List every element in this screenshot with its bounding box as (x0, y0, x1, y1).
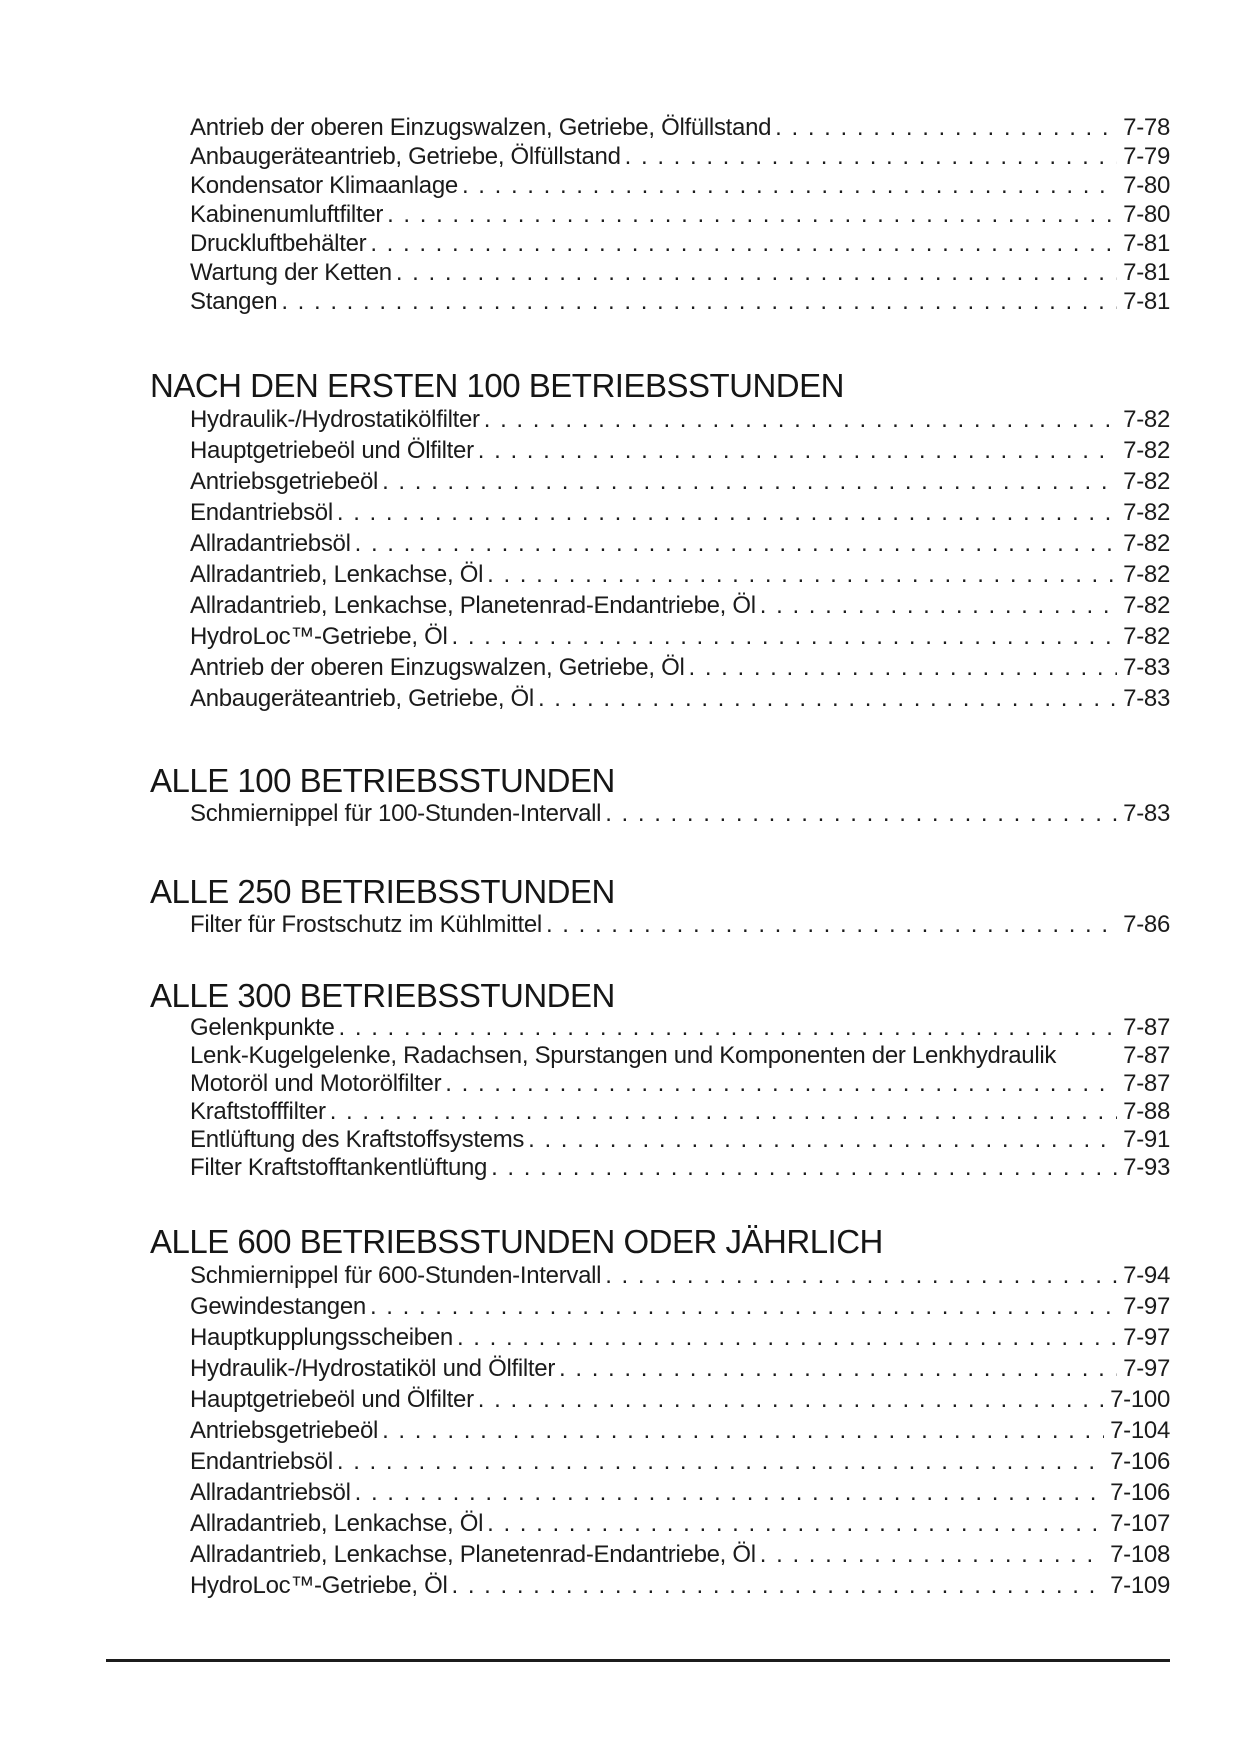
toc-section-heading: NACH DEN ERSTEN 100 BETRIEBSSTUNDEN (150, 367, 844, 404)
toc-entry-title: Lenk-Kugelgelenke, Radachsen, Spurstangen und Komponenten der Lenkhydraulik (190, 1042, 1057, 1069)
toc-entry-page: 7-82 (1123, 561, 1170, 588)
toc-entry-page: 7-106 (1110, 1448, 1170, 1475)
toc-dot-leader (760, 1539, 1104, 1570)
toc-dot-leader (382, 1415, 1104, 1446)
toc-entry (190, 1570, 1170, 1601)
toc-dot-leader (605, 799, 1117, 829)
toc-entry (190, 258, 1170, 287)
toc-dot-leader (355, 528, 1118, 559)
toc-entry-title: Kondensator Klimaanlage (190, 172, 458, 199)
toc-entry-title: Filter Kraftstofftankentlüftung (190, 1154, 488, 1181)
toc-entry (190, 142, 1170, 171)
toc-entry-title: Endantriebsöl (190, 499, 333, 526)
toc-entry-page: 7-82 (1123, 530, 1170, 557)
toc-section (150, 874, 1170, 940)
toc-entry-title: Allradantriebsöl (190, 1479, 351, 1506)
toc-entry (190, 113, 1170, 142)
toc-entry-title: Schmiernippel für 100-Stunden-Intervall (190, 800, 602, 827)
toc-entry (190, 1014, 1170, 1042)
toc-entry-list (150, 404, 1170, 714)
toc-entry-page: 7-83 (1123, 685, 1170, 712)
toc-entry-title: Kabinenumluftfilter (190, 201, 384, 228)
toc-entry (190, 683, 1170, 714)
toc-entry (190, 1070, 1170, 1098)
toc-dot-leader (396, 258, 1117, 287)
toc-dot-leader (452, 621, 1118, 652)
toc-dot-leader (478, 1384, 1104, 1415)
toc-entry-page: 7-91 (1123, 1126, 1170, 1153)
toc-entry-page: 7-78 (1123, 114, 1170, 141)
toc-entry (190, 652, 1170, 683)
toc-entry-list (150, 113, 1170, 316)
toc-entry-page: 7-97 (1123, 1324, 1170, 1351)
toc-entry (190, 1042, 1170, 1070)
toc-entry (190, 404, 1170, 435)
toc-dot-leader (528, 1126, 1117, 1154)
toc-entry-title: Antrieb der oberen Einzugswalzen, Getriebe, Öl (190, 654, 685, 681)
toc-entry-title: Anbaugeräteantrieb, Getriebe, Öl (190, 685, 534, 712)
toc-entry-title: Hydraulik-/Hydrostatikölfilter (190, 406, 480, 433)
toc-entry-title: Anbaugeräteantrieb, Getriebe, Ölfüllstand (190, 143, 621, 170)
toc-entry-title: Antriebsgetriebeöl (190, 1417, 379, 1444)
toc-dot-leader (491, 1154, 1117, 1182)
toc-entry (190, 1384, 1170, 1415)
toc-entry-page: 7-97 (1123, 1355, 1170, 1382)
toc-entry (190, 1291, 1170, 1322)
toc-entry (190, 435, 1170, 466)
toc-entry (190, 528, 1170, 559)
toc-entry-page: 7-86 (1123, 911, 1170, 938)
toc-entry-page: 7-97 (1123, 1293, 1170, 1320)
toc-entry-title: Hauptkupplungsscheiben (190, 1324, 453, 1351)
toc-entry-page: 7-87 (1123, 1014, 1170, 1041)
toc-section (150, 113, 1170, 316)
toc-section (150, 978, 1170, 1182)
toc-entry-title: Wartung der Ketten (190, 259, 392, 286)
toc-entry-page: 7-82 (1123, 406, 1170, 433)
toc-entry-title: Schmiernippel für 600-Stunden-Intervall (190, 1262, 602, 1289)
toc-entry-title: Allradantrieb, Lenkachse, Planetenrad-Endantriebe, Öl (190, 1541, 756, 1568)
toc-entry-page: 7-109 (1110, 1572, 1170, 1599)
toc-entry-page: 7-79 (1123, 143, 1170, 170)
toc-entry (190, 621, 1170, 652)
toc-entry-title: Motoröl und Motorölfilter (190, 1070, 442, 1097)
toc-entry (190, 1098, 1170, 1126)
toc-entry-page: 7-108 (1110, 1541, 1170, 1568)
footer-rule (106, 1659, 1170, 1662)
toc-entry (190, 229, 1170, 258)
toc-entry-page: 7-82 (1123, 623, 1170, 650)
toc-entry-title: Druckluftbehälter (190, 230, 367, 257)
toc-dot-leader (484, 404, 1117, 435)
toc-entry-page: 7-107 (1110, 1510, 1170, 1537)
toc-entry-title: Hauptgetriebeöl und Ölfilter (190, 437, 474, 464)
toc-entry-title: Antrieb der oberen Einzugswalzen, Getriebe, Ölfüllstand (190, 114, 772, 141)
toc-entry-list (150, 1260, 1170, 1601)
toc-entry (190, 590, 1170, 621)
toc-entry-page: 7-82 (1123, 499, 1170, 526)
toc-entry-list (150, 1014, 1170, 1182)
toc-dot-leader (688, 652, 1117, 683)
toc-dot-leader (487, 1508, 1104, 1539)
toc-entry (190, 287, 1170, 316)
toc-entry-title: Allradantrieb, Lenkachse, Planetenrad-Endantriebe, Öl (190, 592, 756, 619)
toc-entry-page: 7-83 (1123, 800, 1170, 827)
toc-entry-page: 7-80 (1123, 172, 1170, 199)
toc-entry-title: Filter für Frostschutz im Kühlmittel (190, 911, 542, 938)
toc-entry-page: 7-82 (1123, 437, 1170, 464)
toc-dot-leader (355, 1477, 1104, 1508)
toc-entry-page: 7-93 (1123, 1154, 1170, 1181)
toc-dot-leader (546, 910, 1117, 940)
toc-entry-page: 7-100 (1110, 1386, 1170, 1413)
toc-dot-leader (775, 113, 1117, 142)
toc-dot-leader (445, 1070, 1117, 1098)
toc-entry-list (150, 799, 1170, 829)
toc-entry-title: Hydraulik-/Hydrostatiköl und Ölfilter (190, 1355, 556, 1382)
toc-dot-leader (452, 1570, 1105, 1601)
toc-entry-page: 7-81 (1123, 230, 1170, 257)
toc-section (150, 1224, 1170, 1601)
toc-entry (190, 1154, 1170, 1182)
toc-entry (190, 910, 1170, 940)
toc-entry (190, 799, 1170, 829)
toc-entry (190, 200, 1170, 229)
toc-entry-title: Gelenkpunkte (190, 1014, 335, 1041)
toc-entry (190, 1126, 1170, 1154)
toc-entry-title: Hauptgetriebeöl und Ölfilter (190, 1386, 474, 1413)
toc-dot-leader (370, 1291, 1117, 1322)
toc-dot-leader (478, 435, 1117, 466)
toc-entry-title: HydroLoc™-Getriebe, Öl (190, 623, 448, 650)
toc-entry (190, 1477, 1170, 1508)
toc-entry (190, 1446, 1170, 1477)
toc-dot-leader (281, 287, 1117, 316)
toc-dot-leader (370, 229, 1117, 258)
toc-entry-title: Allradantrieb, Lenkachse, Öl (190, 1510, 484, 1537)
toc-entry-title: Kraftstofffilter (190, 1098, 326, 1125)
toc-entry-page: 7-80 (1123, 201, 1170, 228)
toc-entry (190, 497, 1170, 528)
toc-entry-page: 7-87 (1123, 1042, 1170, 1069)
toc-entry (190, 1322, 1170, 1353)
toc-entry-page: 7-87 (1123, 1070, 1170, 1097)
toc-dot-leader (382, 466, 1117, 497)
toc-entry-page: 7-82 (1123, 592, 1170, 619)
toc-entry (190, 1260, 1170, 1291)
toc-entry-page: 7-83 (1123, 654, 1170, 681)
toc-section-heading: ALLE 250 BETRIEBSSTUNDEN (150, 873, 615, 910)
toc-entry (190, 171, 1170, 200)
toc-section-heading: ALLE 300 BETRIEBSSTUNDEN (150, 977, 615, 1014)
toc-dot-leader (337, 1446, 1104, 1477)
toc-entry (190, 1353, 1170, 1384)
toc-entry-title: Entlüftung des Kraftstoffsystems (190, 1126, 525, 1153)
toc-entry-title: HydroLoc™-Getriebe, Öl (190, 1572, 448, 1599)
toc-dot-leader (462, 171, 1117, 200)
toc-entry-page: 7-88 (1123, 1098, 1170, 1125)
toc-entry-title: Allradantriebsöl (190, 530, 351, 557)
toc-dot-leader (605, 1260, 1117, 1291)
toc-section (150, 368, 1170, 714)
toc-entry-page: 7-82 (1123, 468, 1170, 495)
toc-dot-leader (538, 683, 1117, 714)
toc-entry (190, 559, 1170, 590)
toc-dot-leader (330, 1098, 1117, 1126)
toc-dot-leader (487, 559, 1117, 590)
toc-entry-page: 7-104 (1110, 1417, 1170, 1444)
toc-dot-leader (337, 497, 1117, 528)
toc-entry (190, 1508, 1170, 1539)
toc-entry-title: Allradantrieb, Lenkachse, Öl (190, 561, 484, 588)
toc-dot-leader (559, 1353, 1117, 1384)
toc-entry-title: Gewindestangen (190, 1293, 366, 1320)
toc-entry-title: Stangen (190, 288, 278, 315)
toc-dot-leader (625, 142, 1118, 171)
toc-entry-page: 7-106 (1110, 1479, 1170, 1506)
toc-dot-leader (760, 590, 1117, 621)
toc-entry-page: 7-81 (1123, 288, 1170, 315)
toc-entry-page: 7-94 (1123, 1262, 1170, 1289)
toc-section-heading: ALLE 600 BETRIEBSSTUNDEN ODER JÄHRLICH (150, 1223, 883, 1260)
toc-dot-leader (339, 1014, 1118, 1042)
toc-entry-title: Endantriebsöl (190, 1448, 333, 1475)
toc-section (150, 763, 1170, 829)
toc-entry-list (150, 910, 1170, 940)
toc-entry (190, 466, 1170, 497)
toc-entry-page: 7-81 (1123, 259, 1170, 286)
toc-entry-title: Antriebsgetriebeöl (190, 468, 379, 495)
toc-dot-leader (457, 1322, 1117, 1353)
toc-dot-leader (387, 200, 1117, 229)
toc-entry (190, 1415, 1170, 1446)
toc-section-heading: ALLE 100 BETRIEBSSTUNDEN (150, 762, 615, 799)
toc-entry (190, 1539, 1170, 1570)
